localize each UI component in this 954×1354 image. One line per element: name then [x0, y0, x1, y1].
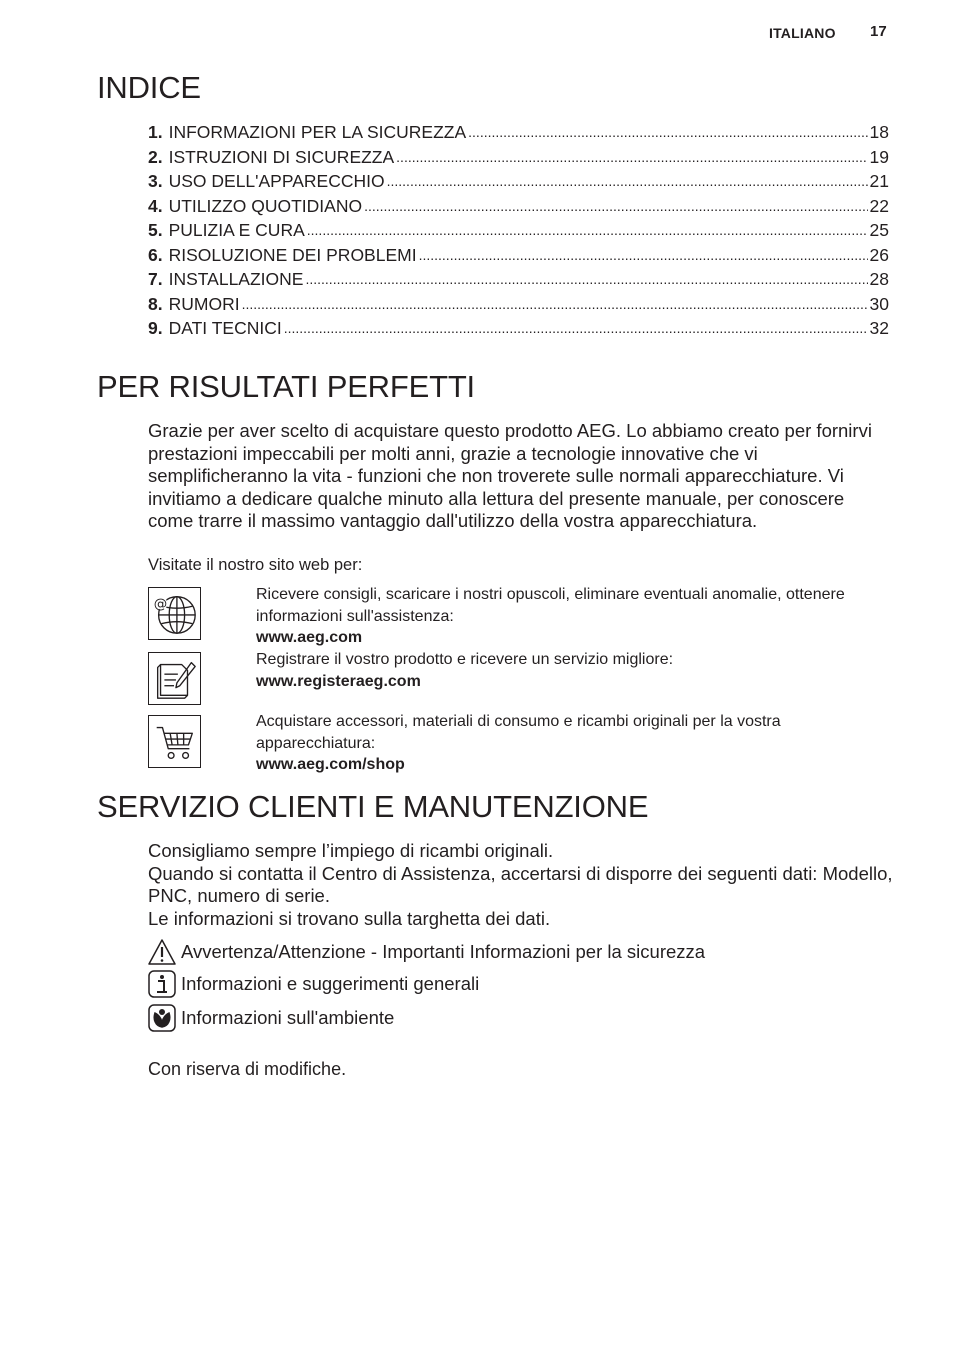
table-of-contents [148, 120, 889, 341]
toc-item-number: 8. [148, 293, 163, 314]
toc-leader-dots [396, 144, 867, 169]
service-link[interactable]: www.registeraeg.com [256, 672, 421, 690]
page-number: 17 [870, 23, 887, 40]
toc-item[interactable] [148, 145, 889, 170]
toc-leader-dots [305, 266, 867, 291]
toc-item-page: 19 [869, 146, 889, 167]
toc-item[interactable] [148, 194, 889, 219]
toc-item-page: 30 [869, 293, 889, 314]
footer-note: Con riserva di modifiche. [148, 1059, 347, 1079]
toc-item-page: 26 [869, 244, 889, 265]
toc-item-number: 9. [148, 318, 163, 338]
toc-item[interactable] [148, 267, 889, 292]
toc-leader-dots [387, 168, 868, 193]
toc-item[interactable] [148, 292, 889, 317]
svg-text:@: @ [153, 596, 168, 613]
environment-leaf-icon [148, 1004, 176, 1032]
toc-item-number: 5. [148, 220, 163, 240]
legend-row-environment [148, 1004, 394, 1032]
register-notepad-icon [148, 652, 201, 705]
intro-paragraph: Grazie per aver scelto di acquistare questo prodotto AEG. Lo abbiamo creato per fornirvi prestazioni impeccabili per molti anni, grazie a tecnologie innovative che vi semplificheranno la vita - funzioni che non troverete sulle normali apparecchiature. Vi invitiamo a dedicare qualche minuto alla lettura del presente manuale, per conoscere come trarre il massimo vantaggio dall'utilizzo della vostra apparecchiatura. [148, 420, 872, 532]
toc-item-label: UTILIZZO QUOTIDIANO [168, 195, 363, 216]
legend-text: Avvertenza/Attenzione - Importanti Informazioni per la sicurezza [181, 941, 706, 962]
toc-item-label: USO DELL'APPARECCHIO [168, 171, 385, 191]
toc-leader-dots [364, 193, 867, 218]
service-description: Ricevere consigli, scaricare i nostri opuscoli, eliminare eventuali anomalie, ottenere informazioni sull'assistenza: [256, 586, 845, 625]
toc-item[interactable] [148, 218, 889, 243]
toc-item-number: 1. [148, 122, 163, 142]
legend-row-info [148, 970, 479, 998]
service-link[interactable]: www.aeg.com/shop [256, 756, 405, 773]
service-description: Registrare il vostro prodotto e ricevere un servizio migliore: [256, 651, 674, 668]
servizio-line: Le informazioni si trovano sulla targhetta dei dati. [148, 907, 551, 929]
toc-item-page: 28 [869, 269, 889, 289]
toc-leader-dots [307, 217, 868, 242]
servizio-heading: SERVIZIO CLIENTI E MANUTENZIONE [97, 789, 649, 824]
toc-item[interactable] [148, 120, 889, 145]
toc-leader-dots [419, 242, 868, 267]
toc-item-label: RISOLUZIONE DEI PROBLEMI [168, 244, 417, 265]
toc-item-number: 3. [148, 171, 163, 191]
service-link[interactable]: www.aeg.com [256, 629, 363, 646]
toc-item-number: 6. [148, 244, 163, 265]
toc-item[interactable] [148, 316, 889, 341]
service-item [256, 711, 866, 776]
toc-item-page: 21 [869, 171, 889, 191]
toc-item-label: PULIZIA E CURA [168, 220, 305, 240]
risultati-heading: PER RISULTATI PERFETTI [97, 369, 475, 404]
service-description: Acquistare accessori, materiali di consumo e ricambi originali per la vostra apparecchiatura: [256, 713, 781, 752]
toc-leader-dots [284, 315, 868, 340]
toc-leader-dots [468, 119, 867, 144]
toc-item-label: INSTALLAZIONE [168, 269, 304, 289]
servizio-paragraph [148, 840, 893, 930]
toc-item[interactable] [148, 169, 889, 194]
shopping-cart-icon [148, 715, 201, 768]
servizio-line: Consigliamo sempre l’impiego di ricambi originali. [148, 840, 554, 861]
service-item [256, 584, 866, 649]
servizio-line: Quando si contatta il Centro di Assistenza, accertarsi di disporre dei seguenti dati: Modello, PNC, numero di serie. [148, 862, 893, 907]
legend-text: Informazioni e suggerimenti generali [181, 973, 480, 994]
header-language: ITALIANO [769, 25, 836, 41]
toc-item-number: 2. [148, 146, 163, 167]
toc-item-page: 22 [869, 195, 889, 216]
globe-email-icon [148, 587, 201, 640]
toc-item-page: 25 [869, 220, 889, 240]
toc-item-label: RUMORI [168, 293, 240, 314]
info-icon [148, 970, 176, 998]
warning-triangle-icon [148, 938, 176, 966]
toc-item-page: 18 [869, 122, 889, 142]
visit-website-label: Visitate il nostro sito web per: [148, 556, 363, 574]
toc-item-page: 32 [869, 318, 889, 338]
legend-text: Informazioni sull'ambiente [181, 1007, 395, 1028]
indice-heading: INDICE [97, 70, 201, 105]
toc-item[interactable] [148, 243, 889, 268]
toc-leader-dots [242, 291, 868, 316]
service-item [256, 649, 866, 692]
toc-item-number: 7. [148, 269, 163, 289]
toc-item-label: DATI TECNICI [168, 318, 282, 338]
legend-row-warning [148, 938, 705, 966]
toc-item-label: ISTRUZIONI DI SICUREZZA [168, 146, 395, 167]
toc-item-number: 4. [148, 195, 163, 216]
toc-item-label: INFORMAZIONI PER LA SICUREZZA [168, 122, 467, 142]
